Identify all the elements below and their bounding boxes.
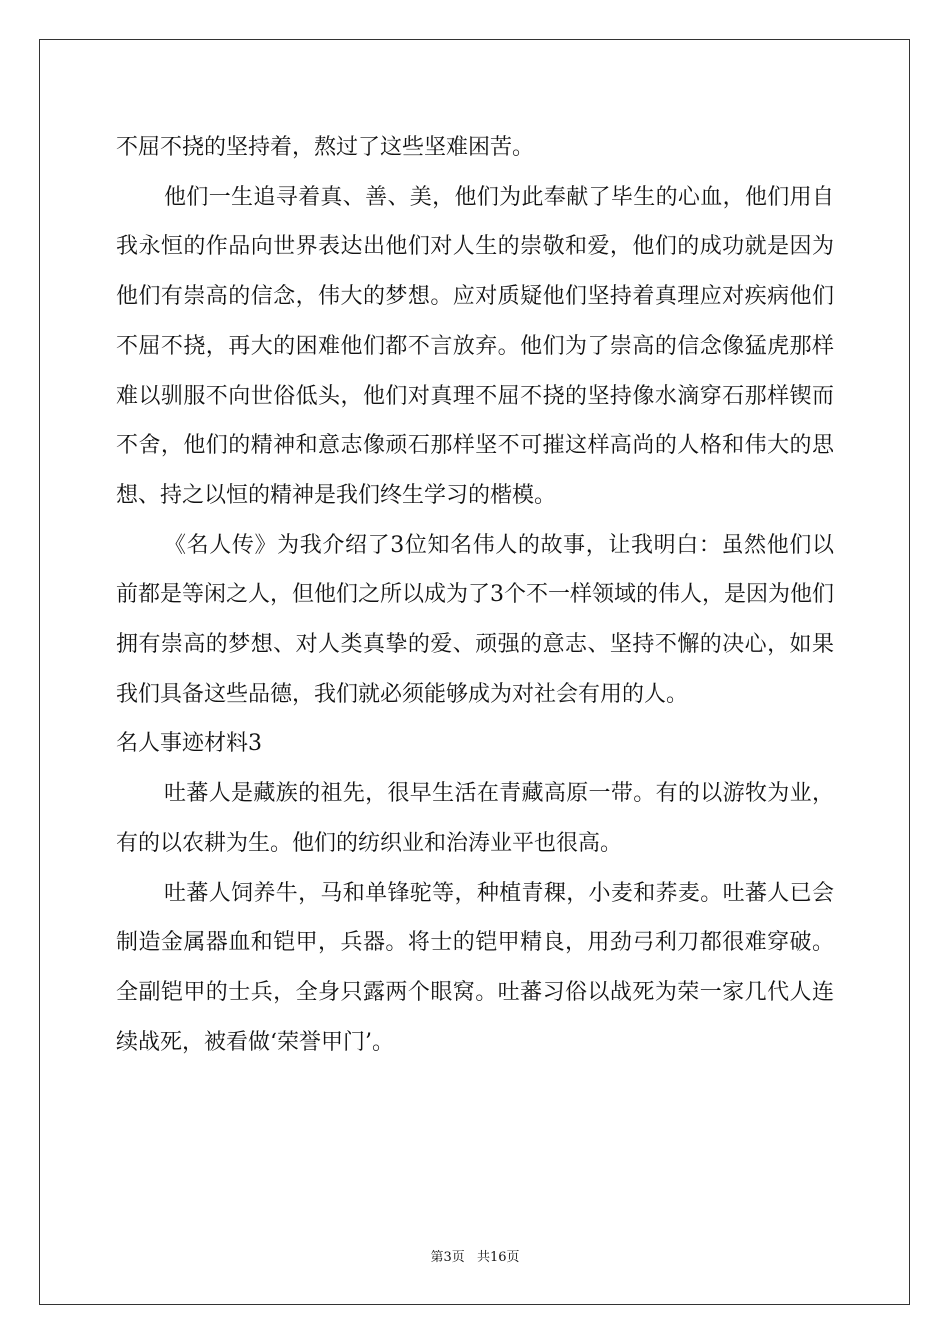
page-number: 第3页: [430, 1250, 465, 1265]
paragraph-4: 吐蕃人是藏族的祖先，很早生活在青藏高原一带。有的以游牧为业，有的以农耕为生。他们的纺织业和治涛业平也很高。: [116, 781, 834, 856]
section-heading: 名人事迹材料3: [116, 731, 262, 757]
paragraph-5: 吐蕃人饲养牛，马和单锋驼等，种植青稞，小麦和荞麦。吐蕃人已会制造金属器血和铠甲，兵器。将士的铠甲精良，用劲弓利刀都很难穿破。全副铠甲的士兵，全身只露两个眼窝。吐蕃习俗以战死为荣一家几代人连续战死，被看做‘荣誉甲门’。: [116, 880, 834, 1055]
page-total: 共16页: [476, 1250, 520, 1265]
paragraph-2: 他们一生追寻着真、善、美，他们为此奉献了毕生的心血，他们用自我永恒的作品向世界表达出他们对人生的崇敬和爱，他们的成功就是因为他们有崇高的信念，伟大的梦想。应对质疑他们坚持着真理应对疾病他们不屈不挠，再大的困难他们都不言放弃。他们为了崇高的信念像猛虎那样难以驯服不向世俗低头，他们对真理不屈不挠的坚持像水滴穿石那样锲而不舍，他们的精神和意志像顽石那样坚不可摧这样高尚的人格和伟大的思想、持之以恒的精神是我们终生学习的楷模。: [116, 184, 834, 508]
page-footer: [0, 1246, 950, 1265]
document-body: [116, 123, 834, 1067]
paragraph-3: 《名人传》为我介绍了3位知名伟人的故事，让我明白：虽然他们以前都是等闲之人，但他们之所以成为了3个不一样领域的伟人，是因为他们拥有崇高的梦想、对人类真挚的爱、顽强的意志、坚持不懈的决心，如果我们具备这些品德，我们就必须能够成为对社会有用的人。: [116, 532, 834, 707]
paragraph-1: 不屈不挠的坚持着，熬过了这些坚难困苦。: [116, 135, 535, 160]
